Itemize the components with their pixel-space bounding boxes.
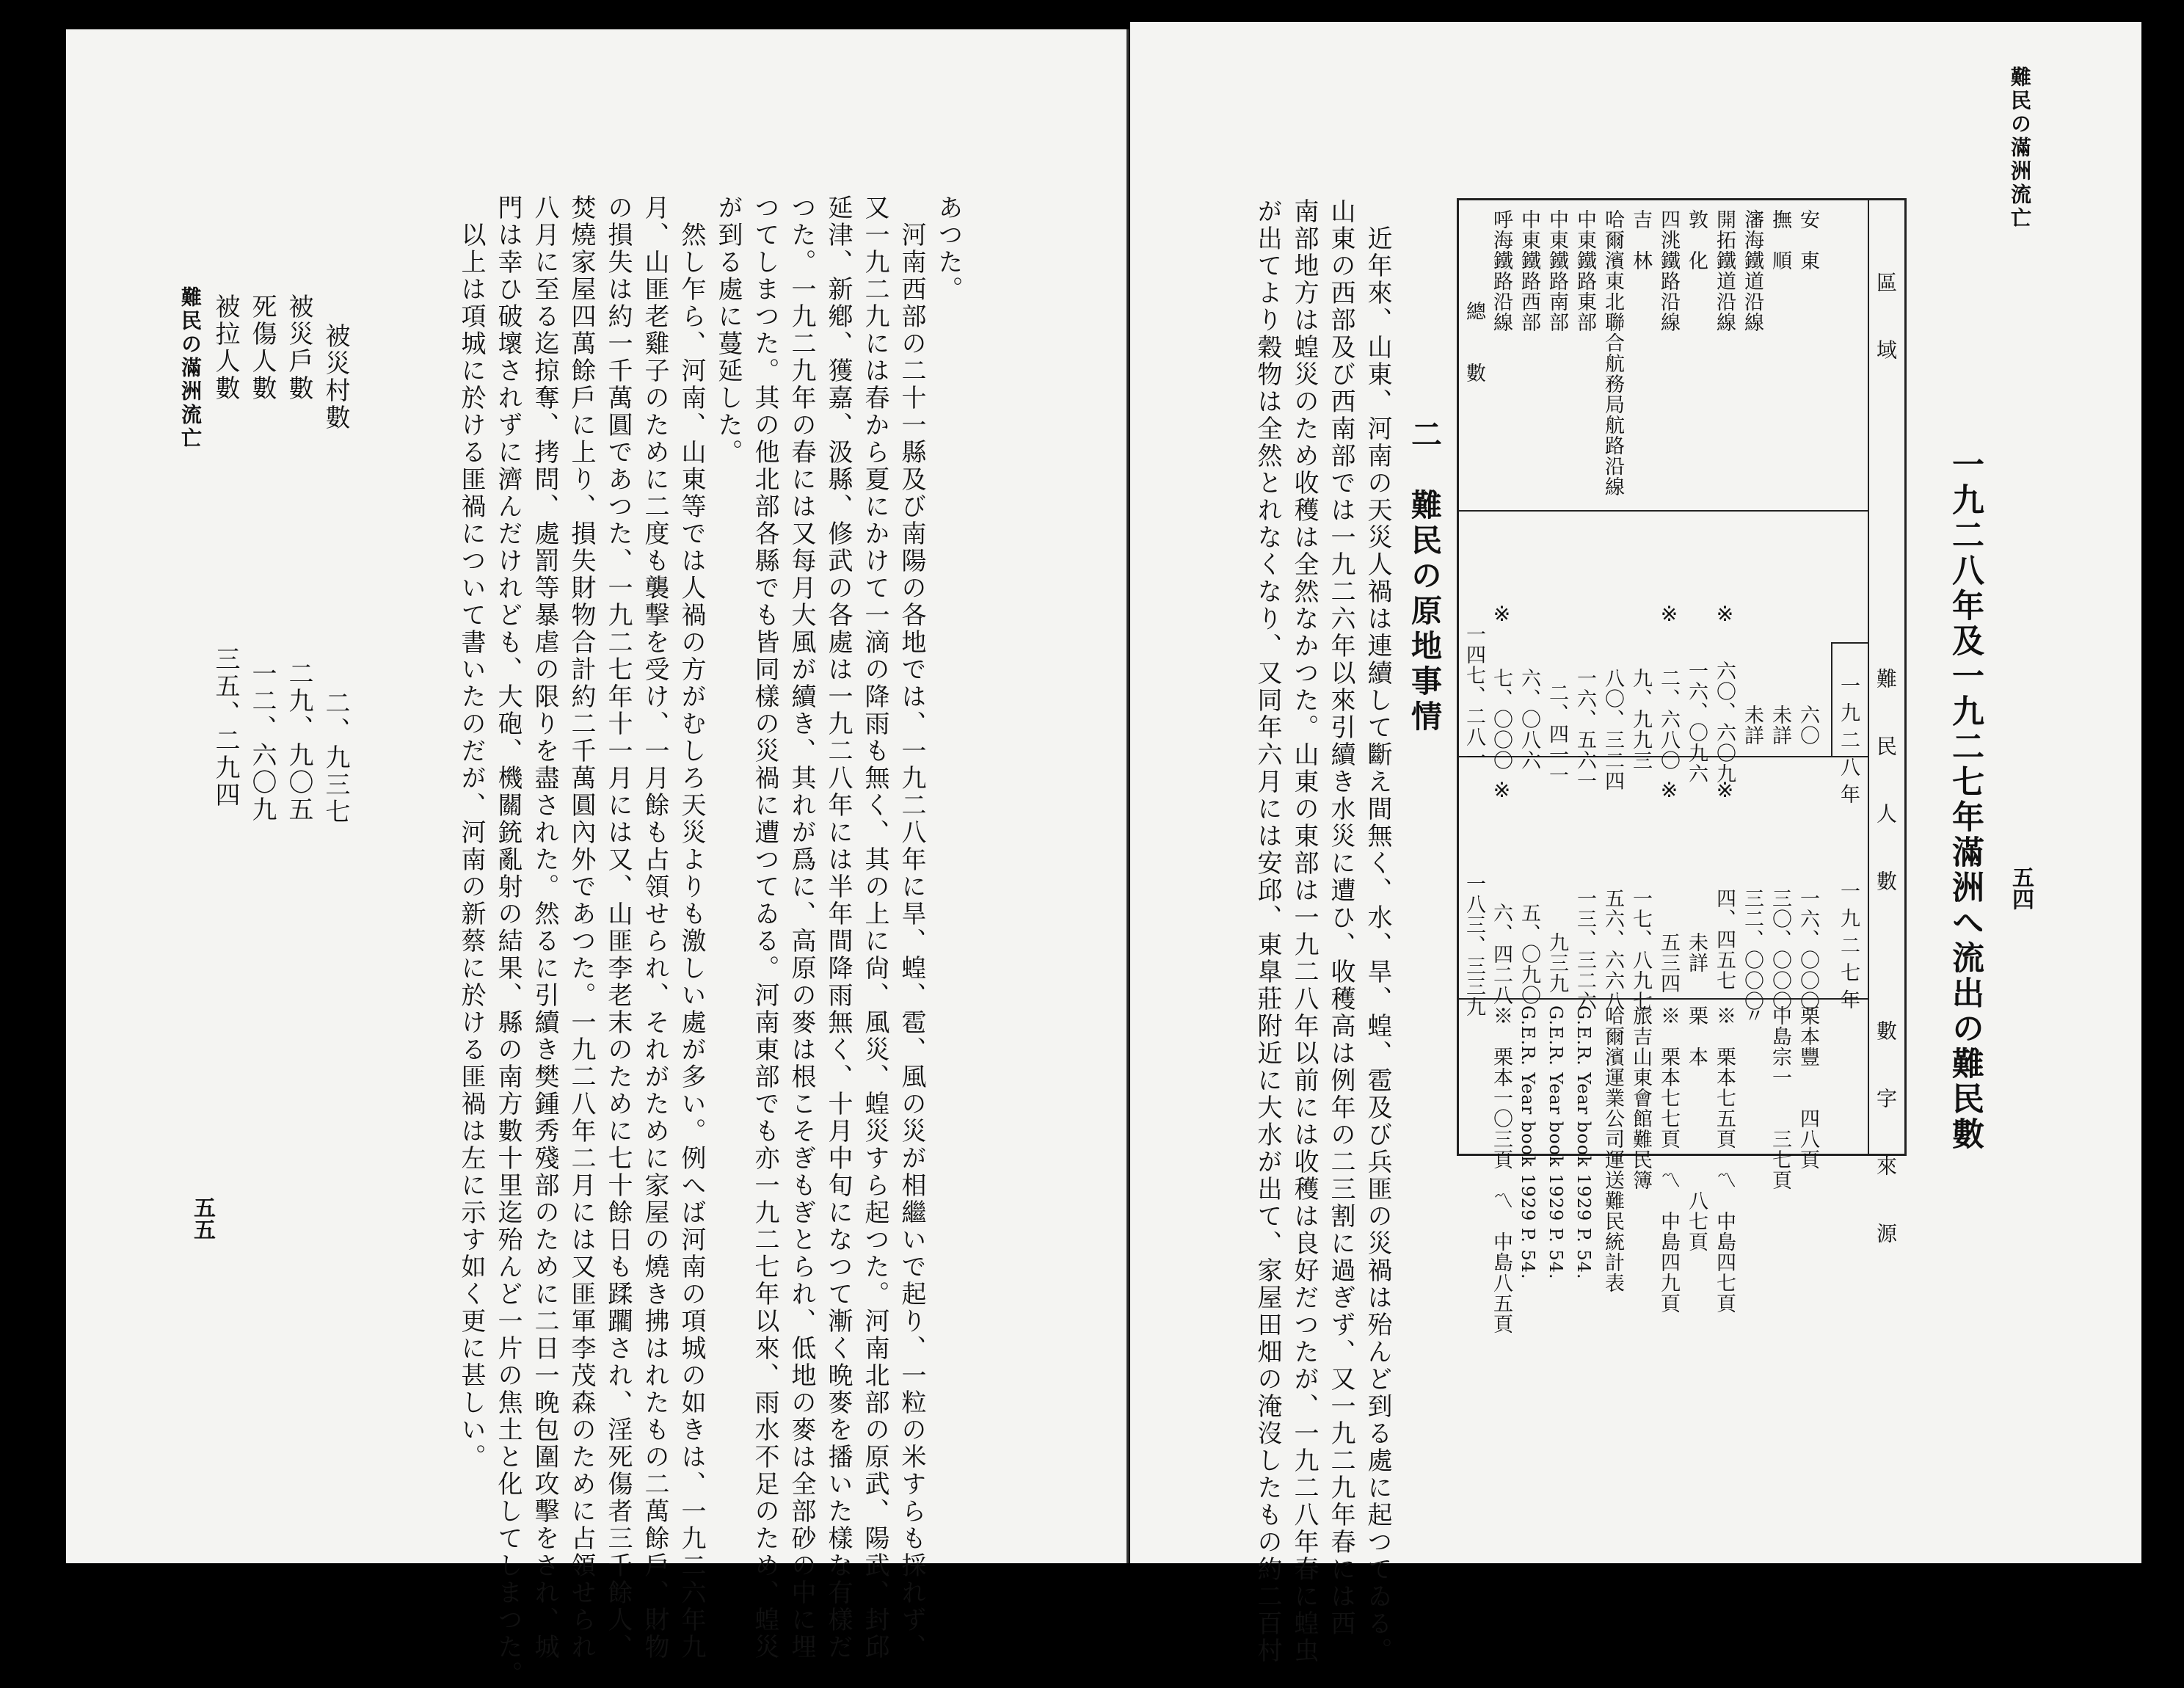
xincai-value-2: 二九、九〇五	[284, 661, 313, 823]
left-text-col-8: 然し乍ら、河南、山東等では人禍の方がむしろ天災よりも激しい處が多い。例へば河南の項城の如きは、一九二六年九	[677, 194, 706, 1661]
header-region: 區 域	[1874, 272, 1898, 373]
left-text-col-9: 月、山匪老雞子のために二度も襲撃を受け、一月餘も占領せられ、それがために家屋の燒き拂はれたもの二萬餘戶、財物	[640, 194, 669, 1661]
left-text-col-11: 焚燒家屋四萬餘戶に上り、損失財物合計約二千萬圓內外であつた。一九二八年二月には又匪軍李茂森のために占領せられ	[567, 194, 596, 1661]
row-5-1927: 未詳	[1685, 932, 1708, 973]
row-2-1928: 未詳	[1769, 705, 1791, 746]
table-border-right	[1904, 198, 1907, 1156]
row-12-1927: 六、四二八	[1490, 903, 1513, 1005]
right-text-col-3: 南部地方は蝗災のため收穫は全然なかつた。山東の東部は一九二八年以前には收穫は良好だつたが、一九二八年春に蝗虫	[1289, 198, 1319, 1665]
row-7-1927: 一七、八九七	[1629, 888, 1652, 1011]
row-5-1928: 一六、〇九六	[1685, 661, 1708, 784]
right-page	[1130, 22, 2141, 1665]
row-total-1928: 一四七、二八一	[1463, 624, 1485, 768]
xincai-label-2: 被災戶數	[284, 294, 313, 402]
row-11-source: G.E.R. Year book 1929 P. 54.	[1518, 1005, 1538, 1280]
row-5-source: 栗 本 八七頁	[1685, 1005, 1708, 1252]
row-4-mark-1928: ※	[1713, 602, 1737, 626]
row-12-mark-1928: ※	[1490, 602, 1514, 626]
left-text-col-1: あつた。	[933, 194, 963, 303]
row-10-1927: 九三九	[1546, 932, 1568, 994]
left-running-header: 難民の滿洲流亡	[178, 286, 203, 451]
row-1-1927: 一六、〇〇〇	[1797, 888, 1819, 1011]
row-4-mark-1927: ※	[1713, 778, 1737, 802]
left-text-col-12: 八月に至る迄掠奪、拷問、處罰等暴虐の限りを盡された。然るに引續き樊鍾秀殘部のために二日一晚包圍攻擊をされ、城	[530, 194, 559, 1661]
row-12-source: ※ 栗本一〇三頁 〽 中島八五頁	[1490, 1005, 1513, 1334]
left-text-col-2: 河南西部の二十一縣及び南陽の各地では、一九二八年に旱、蝗、雹、風の災が相繼いで起り、一粒の米すらも採れず、	[897, 194, 926, 1661]
table-year-header-top	[1831, 642, 1868, 644]
row-1-region: 安 東	[1797, 209, 1819, 271]
row-9-1928: 一六、五六一	[1573, 668, 1596, 791]
left-page-number: 五五	[189, 1196, 215, 1240]
left-text-col-4: 延津、新鄕、獲嘉、汲縣、修武の各處は一九二八年には半年間降雨無く、十月中旬になつて漸く晩麥を播いた樣な有樣だ	[823, 194, 853, 1661]
xincai-value-1: 二、九三七	[321, 690, 350, 826]
row-10-source: G.E.R. Year book 1929 P. 54.	[1546, 1005, 1566, 1280]
row-4-region: 開拓鐵道沿線	[1713, 209, 1736, 332]
row-12-mark-1927: ※	[1490, 778, 1514, 802]
xincai-label-3: 死傷人數	[247, 294, 277, 402]
header-1927: 一九二七年	[1837, 881, 1860, 1016]
left-text-col-6: つてしまつた。其の他北部各縣でも皆同樣の災禍に遭つてゐる。河南東部でも亦一九二七年以來、雨水不足のため、蝗災	[750, 194, 779, 1661]
row-3-region: 瀋海鐵道沿線	[1741, 209, 1763, 332]
left-text-col-13: 門は幸ひ破壞されずに濟んだけれども、大砲、機關銃亂射の結果、縣の南方數十里迄殆んど一片の焦土と化してしまつた。	[493, 194, 523, 1688]
row-10-1928: 二、四一一	[1546, 683, 1568, 785]
row-11-1927: 五、〇九〇	[1518, 903, 1540, 1005]
header-refugees: 難 民 人 數	[1874, 668, 1898, 904]
left-text-col-14: 以上は項城に於ける匪禍について書いたのだが、河南の新蔡に於ける匪禍は左に示す如く更に甚しい。	[456, 194, 486, 1471]
table-title: 一九二八年及一九二七年滿洲へ流出の難民數	[1946, 448, 1984, 1152]
row-2-1927: 三〇、〇〇〇	[1769, 888, 1791, 1011]
row-6-mark-1927: ※	[1657, 778, 1681, 802]
row-8-1927: 五六、六六八	[1601, 888, 1624, 1011]
row-total-1927: 一八三、三三九	[1463, 873, 1485, 1017]
table-header-rule	[1868, 198, 1869, 1156]
row-1-1928: 六〇	[1797, 705, 1819, 746]
xincai-label-4: 被拉人數	[211, 294, 240, 402]
row-4-1927: 四、四五七	[1713, 888, 1736, 991]
table-year-header-rule	[1831, 642, 1832, 757]
row-6-region: 四洮鐵路沿線	[1657, 209, 1680, 332]
row-9-1927: 一三、三二六	[1573, 888, 1596, 1011]
table-divider-region	[1457, 510, 1868, 512]
left-text-col-7: が到る處に蔓延した。	[713, 194, 743, 466]
row-4-source: ※ 栗本七五頁 〽 中島四七頁	[1713, 1005, 1736, 1314]
row-6-source: ※ 栗本七七頁 〽 中島四九頁	[1657, 1005, 1680, 1314]
row-1-source: 栗本豐 四八頁	[1797, 1005, 1819, 1170]
row-11-region: 中東鐵路西部	[1518, 209, 1540, 332]
xincai-label-1: 被災村數	[321, 323, 350, 432]
xincai-value-4: 三五、二九四	[211, 646, 240, 809]
left-text-col-5: つた。一九二九年の春には又每月大風が續き、其れが爲に、高原の麥は根こそぎもぎとられ、低地の麥は全部砂の中に埋	[787, 194, 816, 1661]
row-7-source: 旅吉山東會館難民簿	[1629, 1005, 1652, 1190]
row-7-1928: 九、九九三	[1629, 668, 1652, 771]
right-text-col-1: 近年來、山東、河南の天災人禍は連續して斷え間無く、水、旱、蝗、雹及び兵匪の災禍は殆んど到る處に起つてゐる。	[1363, 198, 1392, 1665]
left-text-col-10: の損失は約一千萬圓であつた、一九二七年十一月には又、山匪李老末のために七十餘日も蹂躙され、淫死傷者三千餘人、	[603, 194, 633, 1661]
row-12-region: 呼海鐵路沿線	[1490, 209, 1513, 332]
left-page	[66, 29, 1129, 1688]
row-9-region: 中東鐵路東部	[1573, 209, 1596, 332]
header-source: 數 字 來 源	[1874, 1020, 1898, 1256]
header-1928: 一九二八年	[1837, 675, 1860, 811]
row-11-1928: 六、〇八六	[1518, 668, 1540, 771]
row-6-1927: 五三四	[1657, 932, 1680, 994]
right-running-header: 難民の滿洲流亡	[2008, 66, 2032, 230]
section-heading: 二 難民の原地事情	[1407, 418, 1443, 735]
right-text-col-2: 山東の西部及び西南部では一九二六年以來引續き水災に遭ひ、收穫高は例年の二三割に過ぎず、又一九二九年春には西	[1326, 198, 1355, 1637]
table-border-left	[1457, 198, 1459, 1156]
row-2-source: 中島宗一 三七頁	[1769, 1005, 1791, 1190]
row-10-region: 中東鐵路南部	[1546, 209, 1568, 332]
row-5-region: 敦 化	[1685, 209, 1708, 271]
row-6-mark-1928: ※	[1657, 602, 1681, 626]
row-9-source: G.E.R. Year book 1929 P. 54.	[1573, 1005, 1594, 1280]
row-3-source: 〃	[1741, 1005, 1763, 1026]
row-3-1927: 三二、〇〇〇	[1741, 888, 1763, 1011]
xincai-value-3: 一二、六〇九	[247, 661, 277, 823]
table-border-top	[1457, 198, 1907, 200]
right-page-number: 五四	[2008, 866, 2034, 910]
right-text-col-4: が出てより穀物は全然とれなくなり、又同年六月には安邱、東臯莊附近に大水が出て、家屋田畑の淹沒したもの約二百村	[1253, 198, 1282, 1665]
row-2-region: 撫 順	[1769, 209, 1791, 271]
row-total-region: 總 數	[1463, 301, 1485, 383]
row-8-source: 哈爾濱運業公司運送難民統計表	[1601, 1005, 1624, 1293]
row-6-1928: 二、六八〇	[1657, 668, 1680, 771]
row-8-1928: 八〇、三二四	[1601, 668, 1624, 791]
row-7-region: 吉 林	[1629, 209, 1652, 271]
left-text-col-3: 又一九二九には春から夏にかけて一滴の降雨も無く、其の上に尙、風災、蝗災すら起つた。河南北部の原武、陽武、封邱	[860, 194, 889, 1661]
row-3-1928: 未詳	[1741, 705, 1763, 746]
row-8-region: 哈爾濱東北聯合航務局航路沿線	[1601, 209, 1624, 497]
row-12-1928: 七、〇〇〇	[1490, 668, 1513, 771]
row-4-1928: 六〇、六〇九	[1713, 661, 1736, 784]
